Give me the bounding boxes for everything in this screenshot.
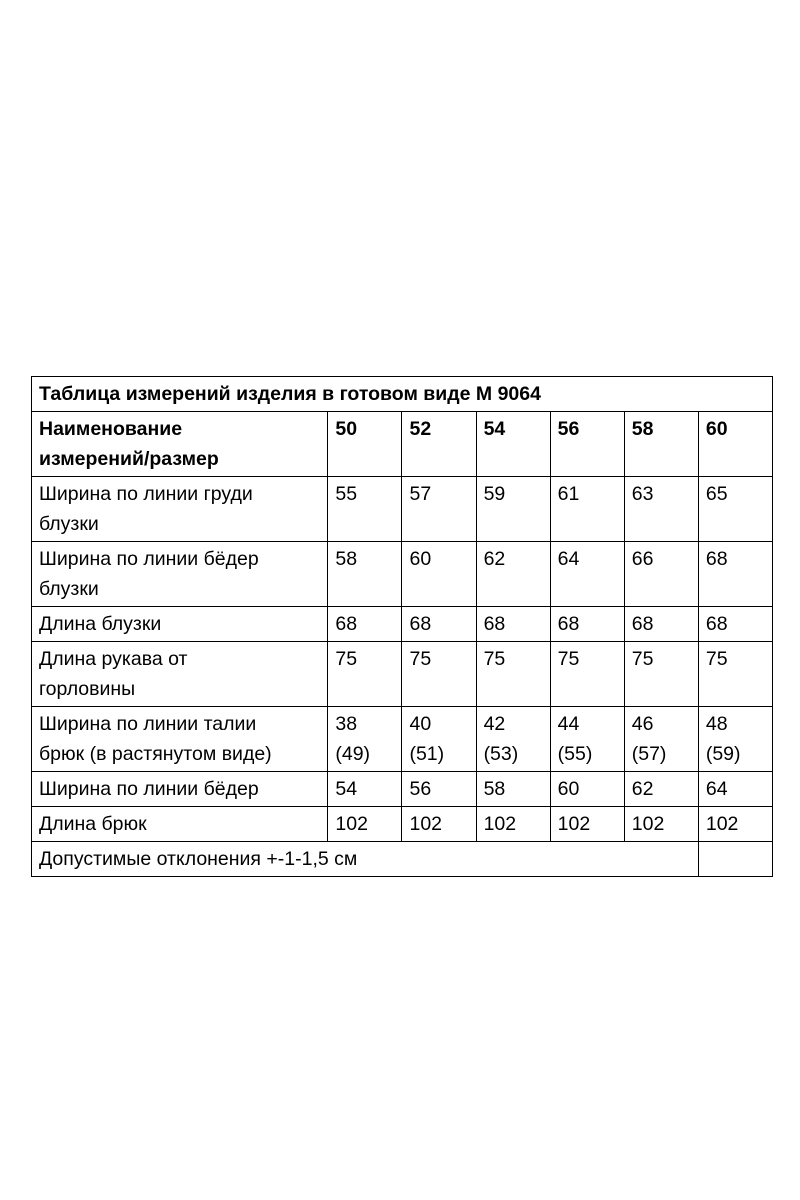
measurement-name-line1: Ширина по линии талии [39, 713, 257, 735]
measurement-value: 102 [557, 813, 591, 835]
measurement-name-line1: Ширина по линии бёдер [39, 778, 259, 800]
measurement-value: 68 [483, 613, 506, 635]
measurement-value-cell [624, 542, 698, 607]
measurement-table [31, 376, 773, 877]
measurement-value: 75 [705, 648, 728, 670]
measurement-value: 68 [705, 548, 728, 570]
measurement-value: 102 [483, 813, 517, 835]
measurement-value-cell [698, 807, 772, 842]
measurement-value-cell [476, 542, 550, 607]
measurement-value-cell [624, 642, 698, 707]
measurement-value-cell [476, 772, 550, 807]
measurement-value-cell [328, 607, 402, 642]
measurement-value: 64 [557, 548, 580, 570]
measurement-value-cell [328, 807, 402, 842]
measurement-value: 44 [557, 713, 580, 735]
measurement-name-cell [32, 772, 328, 807]
table-row [32, 807, 773, 842]
measurement-value-cell [476, 642, 550, 707]
measurement-name-line2: брюк (в растянутом виде) [39, 743, 272, 765]
measurement-value: 102 [409, 813, 443, 835]
measurement-value-cell [550, 772, 624, 807]
table-title-row [32, 377, 773, 412]
measurement-value: 75 [631, 648, 654, 670]
measurement-value: 62 [483, 548, 506, 570]
header-size-cell: 50 [328, 412, 402, 477]
table-row [32, 607, 773, 642]
measurement-value-cell [624, 707, 698, 772]
empty-footer-cell [698, 842, 772, 877]
measurement-value-cell [550, 642, 624, 707]
measurement-name-line1: Длина рукава от [39, 648, 188, 670]
measurement-value: 102 [705, 813, 739, 835]
measurement-value-cell [402, 607, 476, 642]
measurement-value: 68 [409, 613, 432, 635]
measurement-name-line1: Ширина по линии груди [39, 483, 253, 505]
table-title: Таблица измерений изделия в готовом виде М 9064 [32, 377, 773, 412]
measurement-value-cell [698, 642, 772, 707]
measurement-value-cell [328, 772, 402, 807]
measurement-value-alt: (51) [409, 743, 445, 765]
measurement-value-alt: (57) [631, 743, 667, 765]
table-footer-row [32, 842, 773, 877]
measurement-value: 63 [631, 483, 654, 505]
measurement-value-cell [550, 807, 624, 842]
table-row [32, 707, 773, 772]
measurement-value: 68 [705, 613, 728, 635]
measurement-value-cell [328, 542, 402, 607]
measurement-value-cell [476, 607, 550, 642]
measurement-value: 46 [631, 713, 654, 735]
measurement-value-alt: (49) [335, 743, 371, 765]
measurement-value-cell [624, 607, 698, 642]
header-name-cell [32, 412, 328, 477]
measurement-value-cell [476, 807, 550, 842]
measurement-name-cell [32, 607, 328, 642]
tolerance-note: Допустимые отклонения +-1-1,5 см [32, 842, 699, 877]
measurement-value: 38 [335, 713, 358, 735]
measurement-value: 68 [557, 613, 580, 635]
measurement-value: 66 [631, 548, 654, 570]
measurement-value-cell [550, 707, 624, 772]
header-size-cell: 58 [624, 412, 698, 477]
measurement-name-cell [32, 542, 328, 607]
measurement-name-line1: Длина брюк [39, 813, 147, 835]
table-header-row [32, 412, 773, 477]
measurement-value-cell [402, 542, 476, 607]
measurement-value-cell [402, 642, 476, 707]
header-name-line2: измерений/размер [39, 448, 219, 470]
header-size-cell: 60 [698, 412, 772, 477]
header-size-cell: 54 [476, 412, 550, 477]
measurement-value-cell [328, 477, 402, 542]
measurement-value-cell [698, 607, 772, 642]
measurement-value-cell [476, 477, 550, 542]
measurement-value: 55 [335, 483, 358, 505]
measurement-value: 102 [335, 813, 368, 835]
measurement-value: 61 [557, 483, 580, 505]
measurement-value: 75 [409, 648, 432, 670]
measurement-value-cell [698, 542, 772, 607]
measurement-value: 102 [631, 813, 665, 835]
measurement-name-line1: Ширина по линии бёдер [39, 548, 259, 570]
measurement-name-cell [32, 477, 328, 542]
measurement-value-cell [402, 772, 476, 807]
measurement-value-cell [550, 607, 624, 642]
header-size-cell: 52 [402, 412, 476, 477]
measurement-value-cell [624, 807, 698, 842]
measurement-value: 65 [705, 483, 728, 505]
measurement-table-container [31, 376, 773, 877]
table-row [32, 642, 773, 707]
measurement-value-alt: (53) [483, 743, 519, 765]
table-row [32, 542, 773, 607]
measurement-name-line2: блузки [39, 578, 99, 600]
measurement-value: 68 [631, 613, 654, 635]
measurement-value: 54 [335, 778, 358, 800]
measurement-value-alt: (59) [705, 743, 741, 765]
measurement-value-cell [698, 707, 772, 772]
measurement-name-cell [32, 807, 328, 842]
measurement-value: 58 [335, 548, 358, 570]
measurement-value: 59 [483, 483, 506, 505]
measurement-value: 62 [631, 778, 654, 800]
table-row [32, 772, 773, 807]
measurement-value-cell [402, 477, 476, 542]
measurement-value: 42 [483, 713, 506, 735]
measurement-name-cell [32, 642, 328, 707]
measurement-value-cell [402, 807, 476, 842]
measurement-value: 60 [557, 778, 580, 800]
measurement-value: 48 [705, 713, 728, 735]
measurement-value-cell [698, 772, 772, 807]
measurement-value: 57 [409, 483, 432, 505]
measurement-value-cell [550, 477, 624, 542]
measurement-value-cell [624, 477, 698, 542]
header-name-line1: Наименование [39, 418, 183, 440]
measurement-value: 40 [409, 713, 432, 735]
table-row [32, 477, 773, 542]
measurement-value-cell [328, 707, 402, 772]
measurement-value-cell [328, 642, 402, 707]
measurement-name-cell [32, 707, 328, 772]
measurement-value: 68 [335, 613, 358, 635]
measurement-value-alt: (55) [557, 743, 593, 765]
measurement-value: 75 [335, 648, 358, 670]
measurement-value: 56 [409, 778, 432, 800]
measurement-value-cell [550, 542, 624, 607]
measurement-value: 60 [409, 548, 432, 570]
measurement-value-cell [624, 772, 698, 807]
measurement-value-cell [476, 707, 550, 772]
measurement-name-line2: блузки [39, 513, 99, 535]
measurement-value: 75 [483, 648, 506, 670]
measurement-value-cell [698, 477, 772, 542]
measurement-value: 75 [557, 648, 580, 670]
measurement-value: 64 [705, 778, 728, 800]
measurement-value: 58 [483, 778, 506, 800]
measurement-name-line1: Длина блузки [39, 613, 162, 635]
measurement-value-cell [402, 707, 476, 772]
header-size-cell: 56 [550, 412, 624, 477]
measurement-name-line2: горловины [39, 678, 136, 700]
